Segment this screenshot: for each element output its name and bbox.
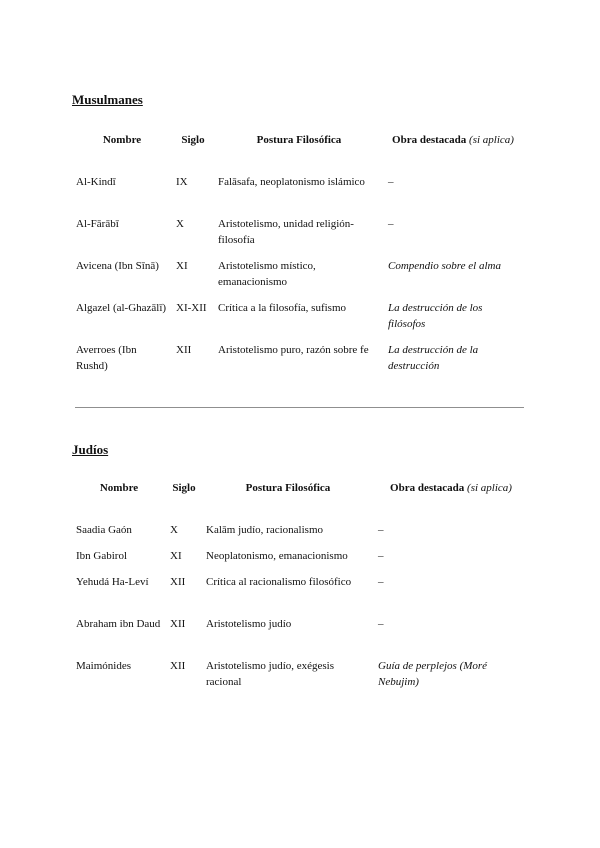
table-row <box>72 216 522 258</box>
header-obra <box>384 132 522 174</box>
cell-nombre: Saadia Gaón <box>76 524 132 536</box>
table-musulmanes <box>72 132 522 384</box>
section-divider <box>75 407 524 408</box>
cell-nombre: Maimónides <box>76 660 131 672</box>
cell-obra: – <box>388 218 394 230</box>
cell-obra: Compendio sobre el alma <box>388 260 501 272</box>
cell-obra: – <box>378 618 384 630</box>
cell-siglo: IX <box>176 176 188 188</box>
table-row <box>72 522 528 548</box>
header-obra-label: Obra destacada <box>392 134 467 146</box>
cell-obra: – <box>388 176 394 188</box>
header-nombre: Nombre <box>99 482 139 494</box>
cell-postura: Neoplatonismo, emanacionismo <box>206 550 348 562</box>
table-row <box>72 258 522 300</box>
cell-postura: Aristotelismo, unidad religión-filosofía <box>218 218 354 246</box>
section-title-musulmanes: Musulmanes <box>72 92 143 107</box>
cell-siglo: XI-XII <box>176 302 207 314</box>
cell-siglo: XII <box>176 344 192 356</box>
cell-siglo: XII <box>170 660 186 672</box>
table-judios <box>72 480 528 700</box>
cell-siglo: XII <box>170 576 186 588</box>
header-siglo: Siglo <box>172 482 196 494</box>
cell-postura: Crítica al racionalismo filosófico <box>206 576 352 588</box>
cell-nombre: Abraham ibn Daud <box>76 618 161 630</box>
cell-obra: – <box>378 524 384 536</box>
cell-postura: Aristotelismo místico, emanacionismo <box>218 260 316 288</box>
header-nombre: Nombre <box>102 134 142 146</box>
table-header-row <box>72 132 522 174</box>
cell-siglo: XI <box>176 260 188 272</box>
table-header-row <box>72 480 528 522</box>
cell-nombre: Algazel (al-Ghazālī) <box>76 302 167 314</box>
table-row <box>72 300 522 342</box>
header-obra-note: (si aplica) <box>467 482 512 494</box>
cell-nombre: Al-Fārābī <box>76 218 119 230</box>
table-row <box>72 574 528 616</box>
cell-postura: Kalām judío, racionalismo <box>206 524 323 536</box>
cell-siglo: X <box>170 524 178 536</box>
cell-nombre: Ibn Gabirol <box>76 550 128 562</box>
header-obra <box>374 480 528 522</box>
cell-nombre: Averroes (Ibn Rushd) <box>76 344 137 372</box>
cell-obra: La destrucción de los filósofos <box>388 302 483 330</box>
cell-siglo: XI <box>170 550 182 562</box>
table-row <box>72 174 522 216</box>
table-row <box>72 616 528 658</box>
header-obra-note: (si aplica) <box>469 134 514 146</box>
cell-postura: Aristotelismo judío, exégesis racional <box>206 660 335 688</box>
cell-obra: La destrucción de la destrucción <box>388 344 479 372</box>
cell-siglo: XII <box>170 618 186 630</box>
cell-postura: Aristotelismo puro, razón sobre fe <box>218 344 369 356</box>
cell-nombre: Yehudá Ha-Leví <box>76 576 149 588</box>
header-postura: Postura Filosófica <box>256 134 342 146</box>
cell-nombre: Al-Kindī <box>76 176 116 188</box>
table-row <box>72 658 528 700</box>
header-postura: Postura Filosófica <box>245 482 331 494</box>
cell-postura: Crítica a la filosofía, sufismo <box>218 302 346 314</box>
cell-postura: Falāsafa, neoplatonismo islámico <box>218 176 365 188</box>
cell-nombre: Avicena (Ibn Sīnā) <box>76 260 159 272</box>
cell-obra: Guía de perplejos (Moré Nebujim) <box>378 660 488 688</box>
cell-siglo: X <box>176 218 184 230</box>
cell-postura: Aristotelismo judío <box>206 618 292 630</box>
header-siglo: Siglo <box>181 134 205 146</box>
cell-obra: – <box>378 550 384 562</box>
section-title-judios: Judíos <box>72 442 109 457</box>
table-row <box>72 342 522 384</box>
header-obra-label: Obra destacada <box>390 482 465 494</box>
table-row <box>72 548 528 574</box>
cell-obra: – <box>378 576 384 588</box>
